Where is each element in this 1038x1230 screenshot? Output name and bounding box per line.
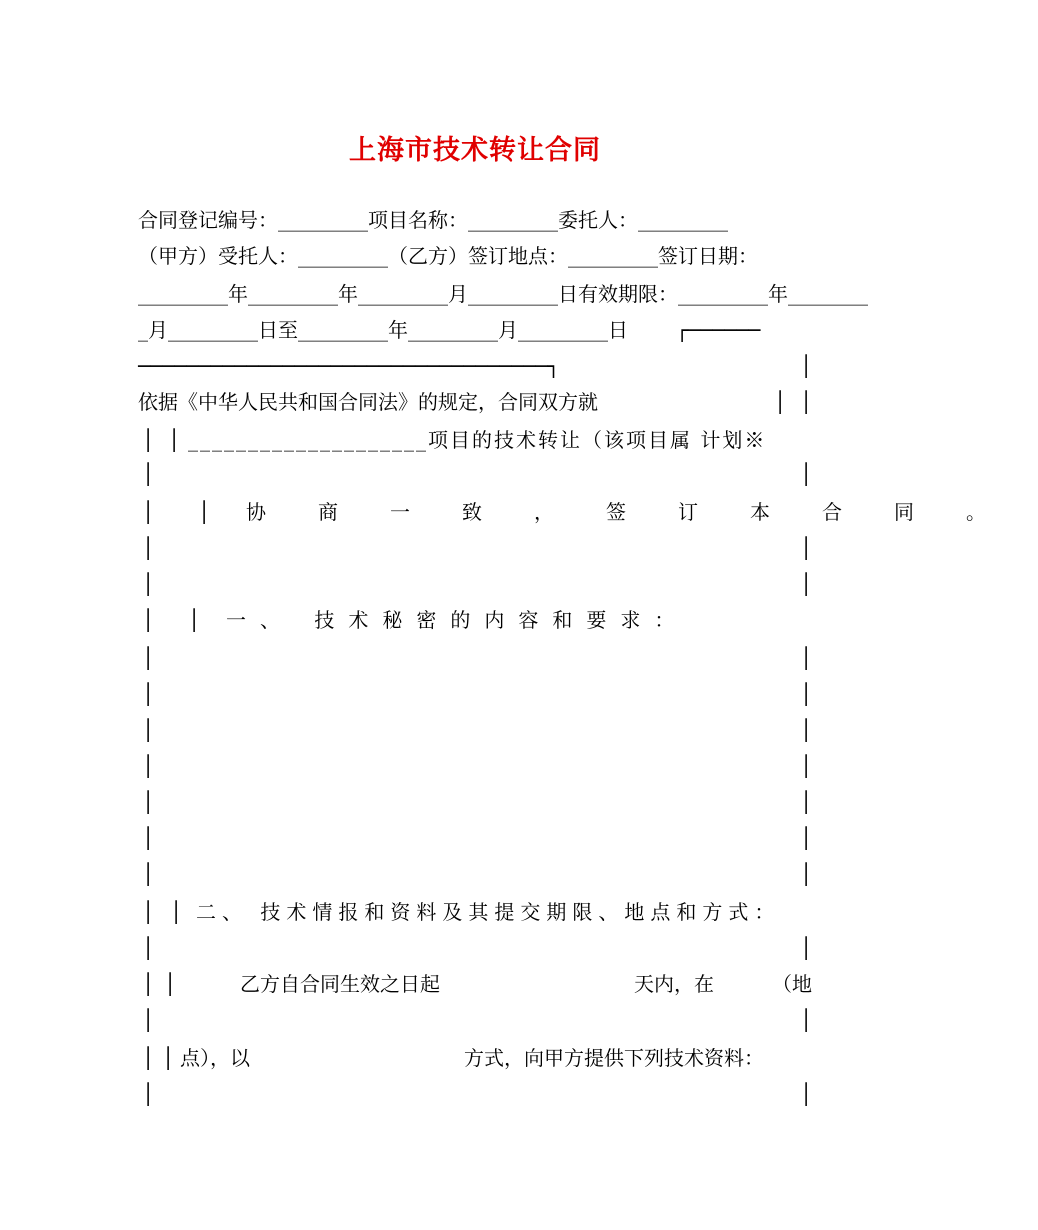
header-line-2 <box>138 238 814 274</box>
box-left-border: │ <box>142 682 155 706</box>
box-right-border: │ <box>800 536 813 560</box>
document-title: 上海市技术转让合同 <box>349 135 601 166</box>
box-left-border: │ <box>142 1046 155 1070</box>
box-right-border: │ <box>800 862 813 886</box>
box-right-border: │ <box>800 936 813 960</box>
box-right-border: │ <box>800 462 813 486</box>
box-right-border: │ <box>800 682 813 706</box>
preamble-line-1: 依据《中华人民共和国合同法》的规定，合同双方就 <box>138 390 598 414</box>
box-right-border: │ <box>800 390 813 414</box>
header-text-3: _________年_________年_________月_________日有效期限：_________年________ <box>138 282 868 306</box>
preamble-line-3: 协商一致，签订本合同。 <box>246 500 1038 524</box>
header-text-4: _月_________日至_________年_________月_________日 <box>138 318 628 342</box>
clause-2-text-c: （地 <box>772 972 812 996</box>
box-inner-bar: │ <box>164 972 177 996</box>
box-left-border: │ <box>142 862 155 886</box>
box-inner-bar: │ <box>162 1046 175 1070</box>
clause-2-text-e: 方式，向甲方提供下列技术资料： <box>464 1046 764 1070</box>
box-left-border: │ <box>142 790 155 814</box>
box-inner-bar: │ <box>168 428 181 452</box>
box-right-border: │ <box>800 718 813 742</box>
box-left-border: │ <box>142 718 155 742</box>
clause-2-text-a: 乙方自合同生效之日起 <box>240 972 440 996</box>
box-top-border: ──────────────────────────────────┐ <box>138 354 560 378</box>
box-left-border: │ <box>142 608 155 632</box>
box-left-border: │ <box>142 900 155 924</box>
clause-2-text-b: 天内，在 <box>634 972 714 996</box>
box-right-border: │ <box>800 1008 813 1032</box>
box-corner-top-left: ┌────── <box>676 318 761 342</box>
box-left-border: │ <box>142 1008 155 1032</box>
header-text-1: 合同登记编号：_________项目名称：_________委托人：_________ <box>138 208 728 232</box>
box-right-border: │ <box>800 572 813 596</box>
clause-2-text-d: 点），以 <box>180 1046 250 1070</box>
box-left-border: │ <box>142 536 155 560</box>
header-text-2: （甲方）受托人：_________（乙方）签订地点：_________签订日期： <box>138 244 758 268</box>
box-inner-bar: │ <box>198 500 211 524</box>
box-right-border: │ <box>800 646 813 670</box>
section-2-heading: 二、 技术情报和资料及其提交期限、地点和方式： <box>196 900 781 924</box>
box-right-border: │ <box>800 1082 813 1106</box>
section-1-heading: 一、 技术秘密的内容和要求： <box>226 608 689 632</box>
box-left-border: │ <box>142 462 155 486</box>
box-left-border: │ <box>142 646 155 670</box>
box-left-border: │ <box>142 572 155 596</box>
box-left-border: │ <box>142 500 155 524</box>
box-left-border: │ <box>142 936 155 960</box>
box-inner-bar: │ <box>774 390 787 414</box>
box-left-border: │ <box>142 972 155 996</box>
preamble-line-2: ____________________项目的技术转让（该项目属 计划※ <box>188 428 767 452</box>
header-line-3 <box>138 276 868 312</box>
box-right-border: │ <box>800 790 813 814</box>
box-inner-bar: │ <box>188 608 201 632</box>
box-inner-bar: │ <box>170 900 183 924</box>
box-right-border: │ <box>800 826 813 850</box>
box-left-border: │ <box>142 1082 155 1106</box>
header-line-1 <box>138 202 814 238</box>
box-right-border: │ <box>800 354 813 378</box>
box-right-border: │ <box>800 754 813 778</box>
box-left-border: │ <box>142 754 155 778</box>
box-left-border: │ <box>142 428 155 452</box>
box-left-border: │ <box>142 826 155 850</box>
